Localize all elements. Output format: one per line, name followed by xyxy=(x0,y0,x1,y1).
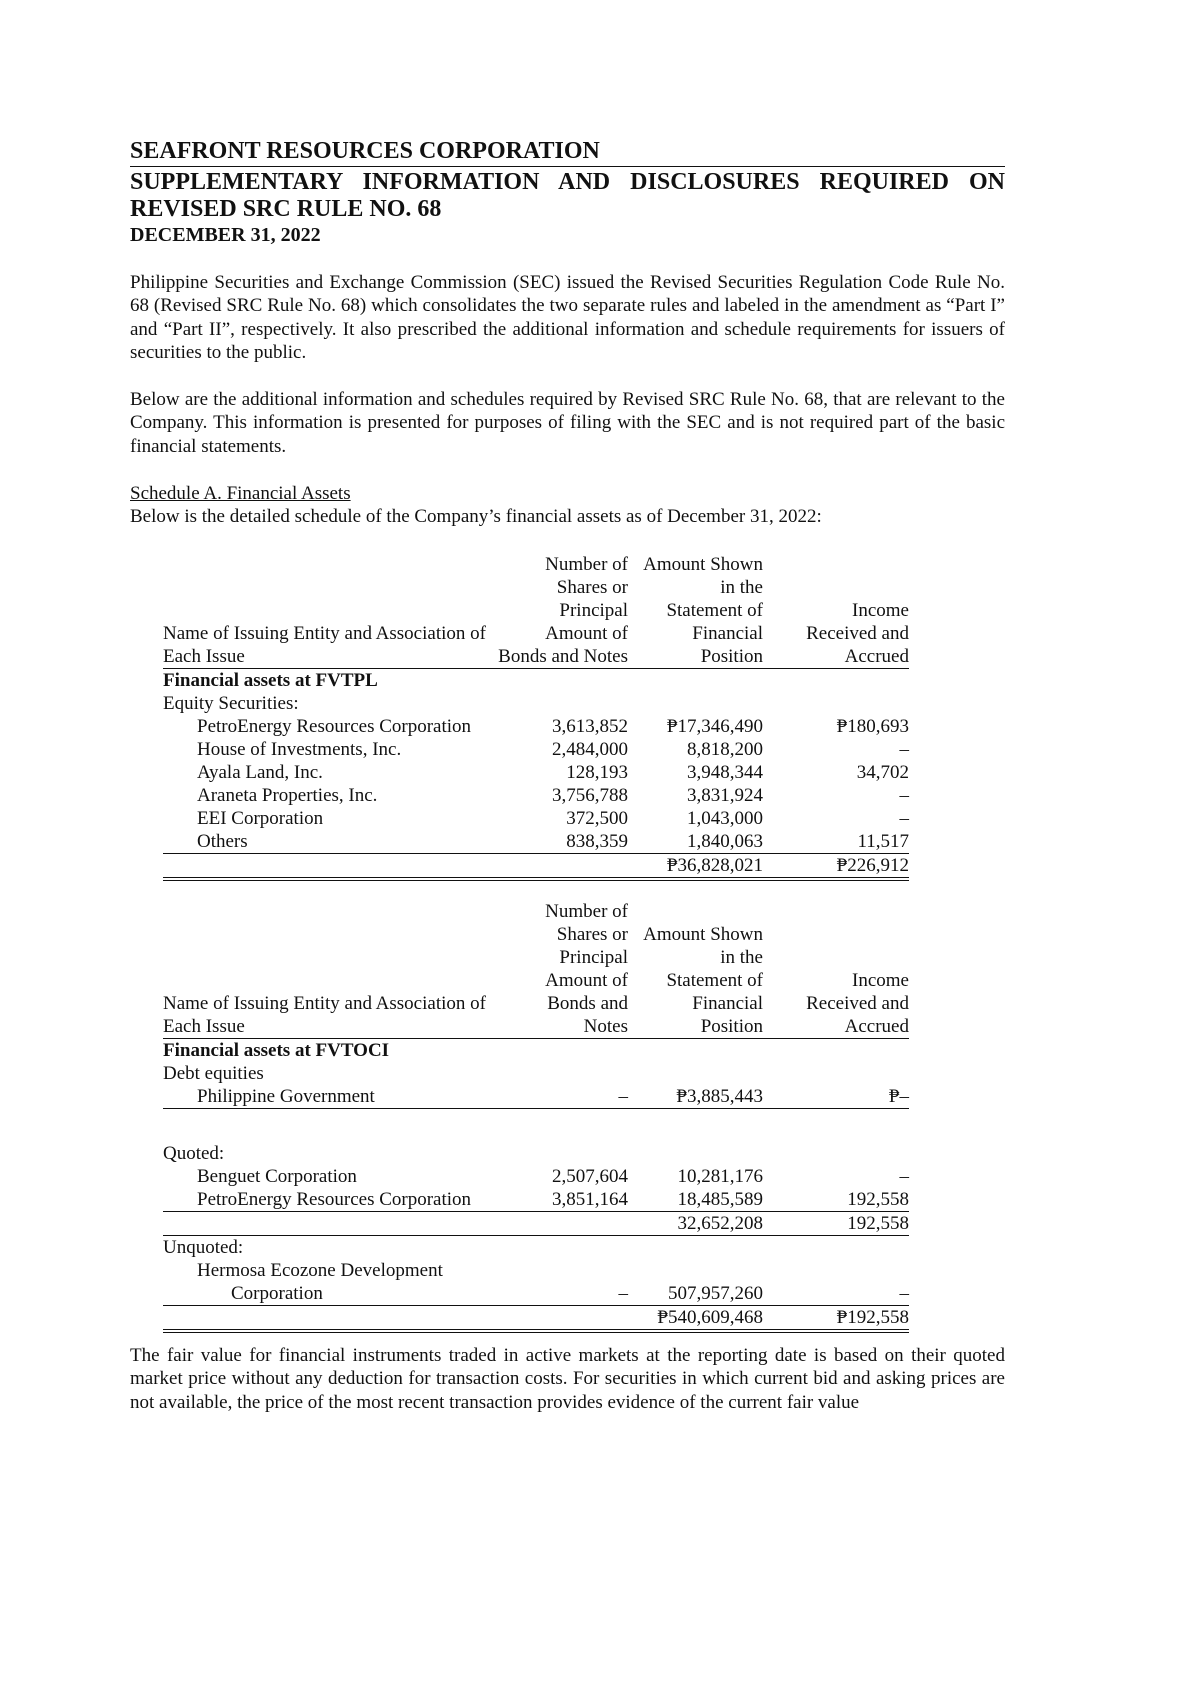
header-cell xyxy=(163,969,493,992)
empty xyxy=(763,1259,909,1282)
entity-name: Philippine Government xyxy=(163,1085,493,1109)
header-cell: Statement of xyxy=(666,600,763,621)
total-amount: 32,652,208 xyxy=(628,1211,763,1235)
label-row xyxy=(163,1235,909,1259)
income-value: 192,558 xyxy=(763,1188,909,1212)
label-row xyxy=(163,1039,909,1063)
amount-value: 10,281,176 xyxy=(677,1165,763,1187)
empty xyxy=(493,854,628,880)
entity-name: EEI Corporation xyxy=(197,808,324,829)
header-row xyxy=(163,553,909,576)
header-row xyxy=(163,992,909,1015)
header-row xyxy=(163,946,909,969)
header-cell: Principal xyxy=(559,947,628,968)
empty xyxy=(493,1259,628,1282)
empty xyxy=(493,1211,628,1235)
header-cell xyxy=(163,946,493,969)
header-cell: Number of xyxy=(545,901,628,922)
empty xyxy=(163,1211,493,1235)
table-row xyxy=(163,738,909,761)
empty xyxy=(628,1109,763,1142)
header-row xyxy=(163,576,909,599)
entity-name: Others xyxy=(163,830,493,854)
table-row xyxy=(163,830,909,854)
total-income: ₱192,558 xyxy=(763,1305,909,1331)
empty xyxy=(628,1259,763,1282)
empty xyxy=(163,1109,493,1142)
shares-value: 838,359 xyxy=(493,830,628,854)
document-title-line1: SUPPLEMENTARY INFORMATION AND DISCLOSURES REQUIRED ON xyxy=(130,169,1005,195)
report-date: DECEMBER 31, 2022 xyxy=(130,224,321,246)
empty xyxy=(763,1235,909,1259)
label-row xyxy=(163,669,909,693)
label-row xyxy=(163,1259,909,1282)
shares-value: 128,193 xyxy=(566,762,628,783)
section-label: Financial assets at FVTPL xyxy=(163,670,378,691)
income-value: ₱– xyxy=(763,1085,909,1109)
label-row xyxy=(163,1062,909,1085)
header-cell xyxy=(163,923,493,946)
header-cell: Position xyxy=(628,1015,763,1039)
empty xyxy=(628,1039,763,1063)
entity-name: PetroEnergy Resources Corporation xyxy=(163,1188,493,1212)
empty xyxy=(628,1062,763,1085)
header-cell xyxy=(763,576,909,599)
fvtpl-table xyxy=(163,553,909,881)
total-row xyxy=(163,1211,909,1235)
empty xyxy=(493,1062,628,1085)
subsection-label: Equity Securities: xyxy=(163,693,299,714)
shares-value: 2,507,604 xyxy=(552,1165,628,1187)
header-cell: Position xyxy=(628,645,763,669)
header-row xyxy=(163,622,909,645)
header-cell: Name of Issuing Entity and Association of xyxy=(163,623,486,644)
header-cell: Number of xyxy=(545,554,628,575)
header-cell: Amount Shown xyxy=(643,924,763,945)
amount-value: 18,485,589 xyxy=(628,1188,763,1212)
income-value: 11,517 xyxy=(763,830,909,854)
total-row xyxy=(163,854,909,880)
table-row xyxy=(163,1282,909,1306)
company-name: SEAFRONT RESOURCES CORPORATION xyxy=(130,137,1005,167)
intro-paragraph: Philippine Securities and Exchange Commission (SEC) issued the Revised Securities Regulation Code Rule No. 68 (Revised SRC Rule No. 68) which consolidates the two separate rules and labeled in the amendment as “Part I” and “Part II”, respectively. It also prescribed the additional information and schedule requirements for issuers of securities to the public. xyxy=(130,272,1005,364)
header-cell: Each Issue xyxy=(163,645,493,669)
header-cell xyxy=(763,923,909,946)
empty xyxy=(163,854,493,880)
total-income: ₱226,912 xyxy=(763,854,909,880)
header-cell xyxy=(763,946,909,969)
header-cell: Amount of xyxy=(545,623,628,644)
shares-value: – xyxy=(493,1282,628,1306)
empty xyxy=(763,1142,909,1165)
header-cell: Income xyxy=(852,970,909,991)
header-cell: Amount of xyxy=(545,970,628,991)
income-value: – xyxy=(899,785,909,806)
header-cell xyxy=(763,900,909,923)
amount-value: ₱3,885,443 xyxy=(628,1085,763,1109)
shares-value: 3,756,788 xyxy=(552,785,628,806)
header-row xyxy=(163,969,909,992)
fair-value-paragraph: The fair value for financial instruments traded in active markets at the reporting date is based on their quoted market price without any deduction for transaction costs. For securities in which current bid and asking prices are not available, the price of the most recent transaction provides evidence of the current fair value xyxy=(130,1345,1005,1413)
header-cell xyxy=(763,553,909,576)
entity-name: Corporation xyxy=(163,1282,493,1306)
header-row xyxy=(163,923,909,946)
header-cell xyxy=(163,900,493,923)
empty xyxy=(628,692,763,715)
header-cell: Income xyxy=(852,600,909,621)
entity-name: House of Investments, Inc. xyxy=(197,739,402,760)
schedules-paragraph: Below are the additional information and schedules required by Revised SRC Rule No. 68, that are relevant to the Company. This information is presented for purposes of filing with the SEC and is not required part of the basic financial statements. xyxy=(130,389,1005,457)
header-row xyxy=(163,645,909,669)
table-row xyxy=(163,784,909,807)
amount-value: ₱17,346,490 xyxy=(666,716,763,737)
document-title-line2: REVISED SRC RULE NO. 68 xyxy=(130,196,442,222)
empty xyxy=(628,669,763,693)
debt-label: Debt equities xyxy=(163,1063,264,1084)
header-cell xyxy=(163,576,493,599)
income-value: – xyxy=(899,739,909,760)
entity-name: Araneta Properties, Inc. xyxy=(197,785,378,806)
table-row xyxy=(163,807,909,830)
income-value: – xyxy=(899,808,909,829)
label-row xyxy=(163,1142,909,1165)
quoted-label: Quoted: xyxy=(163,1142,225,1164)
shares-value: 2,484,000 xyxy=(552,739,628,760)
header-row xyxy=(163,599,909,622)
header-cell: in the xyxy=(720,947,763,968)
empty xyxy=(493,1235,628,1259)
empty xyxy=(493,1109,628,1142)
section-label: Financial assets at FVTOCI xyxy=(163,1040,390,1061)
shares-value: 3,851,164 xyxy=(493,1188,628,1212)
header-cell: Each Issue xyxy=(163,1015,493,1039)
header-cell: Accrued xyxy=(763,1015,909,1039)
header-cell: Amount Shown xyxy=(643,554,763,575)
table-row xyxy=(163,1085,909,1109)
total-amount: ₱36,828,021 xyxy=(628,854,763,880)
header-cell: Bonds and xyxy=(547,993,628,1014)
empty xyxy=(493,1039,628,1063)
header-cell: Notes xyxy=(493,1015,628,1039)
empty xyxy=(493,1142,628,1165)
header-cell: in the xyxy=(720,577,763,598)
empty xyxy=(493,692,628,715)
header-cell xyxy=(163,553,493,576)
header-cell xyxy=(628,900,763,923)
header-cell: Statement of xyxy=(666,970,763,991)
empty xyxy=(763,669,909,693)
income-value: ₱180,693 xyxy=(836,716,909,737)
empty xyxy=(763,1039,909,1063)
table-row xyxy=(163,715,909,738)
header-cell: Shares or xyxy=(556,924,628,945)
table-row xyxy=(163,1188,909,1212)
table-row xyxy=(163,761,909,784)
header-cell: Received and xyxy=(806,993,909,1014)
empty xyxy=(628,1235,763,1259)
shares-value: 3,613,852 xyxy=(552,716,628,737)
entity-name: Ayala Land, Inc. xyxy=(197,762,323,783)
header-cell: Financial xyxy=(692,623,763,644)
empty xyxy=(493,1305,628,1331)
income-value: – xyxy=(763,1282,909,1306)
schedule-intro: Below is the detailed schedule of the Company’s financial assets as of December 31, 2022: xyxy=(130,506,822,528)
entity-name: Benguet Corporation xyxy=(197,1165,357,1187)
amount-value: 8,818,200 xyxy=(687,739,763,760)
empty xyxy=(163,1305,493,1331)
total-row xyxy=(163,1305,909,1331)
schedule-a-heading xyxy=(130,482,1005,529)
income-value: – xyxy=(899,1165,909,1187)
header-cell xyxy=(163,599,493,622)
entity-name: PetroEnergy Resources Corporation xyxy=(197,716,472,737)
header-row xyxy=(163,1015,909,1039)
amount-value: 1,043,000 xyxy=(687,808,763,829)
header-row xyxy=(163,900,909,923)
income-value: 34,702 xyxy=(856,762,909,783)
amount-value: 507,957,260 xyxy=(628,1282,763,1306)
label-row xyxy=(163,692,909,715)
header-cell: Principal xyxy=(559,600,628,621)
total-income: 192,558 xyxy=(763,1211,909,1235)
shares-value: – xyxy=(493,1085,628,1109)
header-cell: Received and xyxy=(806,623,909,644)
unquoted-label: Unquoted: xyxy=(163,1236,244,1258)
amount-value: 3,948,344 xyxy=(687,762,763,783)
shares-value: 372,500 xyxy=(566,808,628,829)
spacer-row xyxy=(163,1109,909,1142)
header-cell: Shares or xyxy=(556,577,628,598)
header-cell: Financial xyxy=(692,993,763,1014)
empty xyxy=(763,692,909,715)
fvtoci-table xyxy=(163,900,909,1333)
amount-value: 1,840,063 xyxy=(628,830,763,854)
amount-value: 3,831,924 xyxy=(687,785,763,806)
empty xyxy=(628,1142,763,1165)
empty xyxy=(493,669,628,693)
header-cell: Bonds and Notes xyxy=(493,645,628,669)
header-cell: Name of Issuing Entity and Association of xyxy=(163,993,486,1014)
total-amount: ₱540,609,468 xyxy=(628,1305,763,1331)
schedule-title: Schedule A. Financial Assets xyxy=(130,483,351,504)
header-cell: Accrued xyxy=(763,645,909,669)
empty xyxy=(763,1109,909,1142)
empty xyxy=(763,1062,909,1085)
entity-name: Hermosa Ecozone Development xyxy=(197,1259,443,1281)
table-row xyxy=(163,1165,909,1188)
